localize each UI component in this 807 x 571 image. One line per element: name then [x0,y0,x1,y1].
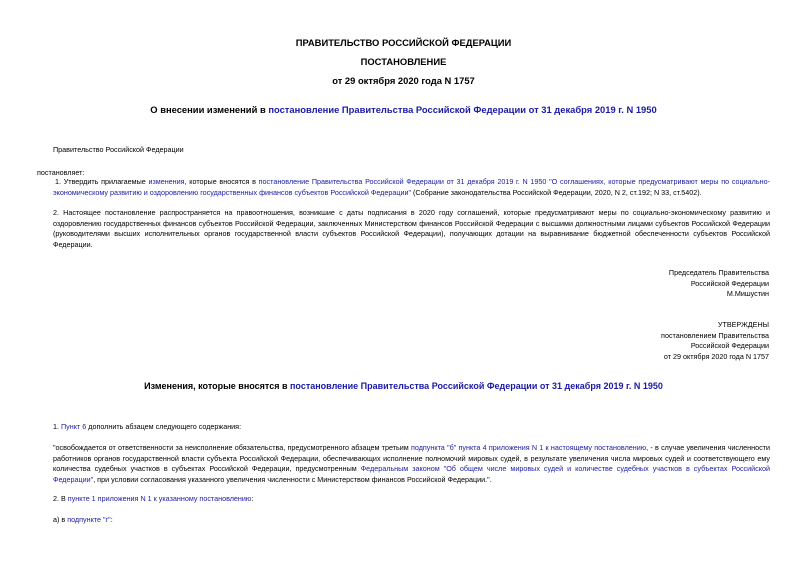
item2a-link[interactable]: подпункте "г" [67,515,111,524]
item1-pre: 1. [53,422,61,431]
quote-mid: , - в случае увеличения численности работников органов государственной власти субъекта Российской Федерации, обеспечивающих исполнение полномочий мировых судей, в результате увеличения числа мировых судей и соответствующего ему количества судебных участков в субъектах Российской Федерации, предусмотренным [53,443,770,474]
item2a-pre: а) в [53,515,68,524]
paragraph-1 [53,177,770,198]
quote-pre: "освобождается от ответственности за неисполнение обязательства, предусмотренного абзацем третьим [53,443,411,452]
quote-paragraph [53,443,770,485]
item1-link[interactable]: Пункт 6 [61,422,87,431]
header-org: ПРАВИТЕЛЬСТВО РОССИЙСКОЙ ФЕДЕРАЦИИ [295,37,512,48]
changes-title-link[interactable]: постановление Правительства Российской Федерации от 31 декабря 2019 г. N 1950 [290,381,663,391]
document-title-link[interactable]: постановление Правительства Российской Федерации от 31 декабря 2019 г. N 1950 [268,104,657,115]
p1-link-changes[interactable]: изменения [148,177,185,186]
change-item-1 [53,422,241,431]
item2-post: : [251,494,254,503]
approved-line-4: от 29 октября 2020 года N 1757 [663,351,769,361]
decrees-text: постановляет: [37,168,85,177]
document-title [0,104,807,115]
signature-line-1: Председатель Правительства [668,268,769,277]
approved-line-3: Российской Федерации [690,341,769,350]
signature-line-3: М.Мишустин [726,289,769,298]
quote-link-subclause[interactable]: подпункта "б" пункта 4 приложения N 1 к настоящему постановлению [410,443,647,452]
document-title-prefix: О внесении изменений в [150,104,269,115]
item2-pre: 2. В [53,494,68,503]
paragraph-2: 2. Настоящее постановление распространяется на правоотношения, возникшие с даты подписания в 2020 году соглашений, которые предусматривают меры по социально-экономическому развитию и оздоровлению государственных финансов субъектов Российской Федерации, заключенных Министерством финансов Российской Федерации с высшими должностными лицами субъектов Российской Федерации (руководителями высших исполнительных органов государственной власти субъектов Российской Федерации), получающих дотации на выравнивание бюджетной обеспеченности субъектов Российской Федерации. [53,208,770,249]
signature-block [669,268,769,300]
change-item-2a [53,515,113,524]
p1-link-decree[interactable]: постановление Правительства Российской Федерации от 31 декабря 2019 г. N 1950 "О соглашениях, которые предусматривают меры по социально-экономическому развитию и оздоровлению государственных финансов субъектов Российской Федерации" [53,177,770,197]
header-date-number: от 29 октября 2020 года N 1757 [332,75,475,86]
quote-link-federal-law[interactable]: Федеральным законом "Об общем числе мировых судей и количестве судебных участков в субъектах Российской Федерации" [53,464,770,484]
changes-title-prefix: Изменения, которые вносятся в [144,381,290,391]
p1-pre: 1. Утвердить прилагаемые [55,177,149,186]
changes-title [0,381,807,391]
item2a-post: : [110,515,113,524]
quote-post: , при условии согласования указанного увеличения численности с Министерством финансов Российской Федерации.". [93,474,492,484]
header-doc-type: ПОСТАНОВЛЕНИЕ [360,56,447,67]
approved-line-2: постановлением Правительства [661,330,769,340]
change-item-2 [53,494,253,503]
signature-line-2: Российской Федерации [690,278,769,288]
item1-post: дополнить абзацем следующего содержания: [86,422,242,431]
approved-line-1: УТВЕРЖДЕНЫ [717,320,769,329]
approved-block [661,320,769,362]
intro-text: Правительство Российской Федерации [53,145,184,154]
p1-mid: , которые вносятся в [184,177,259,186]
item2-link[interactable]: пункте 1 приложения N 1 к указанному постановлению [67,494,252,503]
p1-post: (Собрание законодательства Российской Федерации, 2020, N 2, ст.192; N 33, ст.5402). [411,187,702,197]
